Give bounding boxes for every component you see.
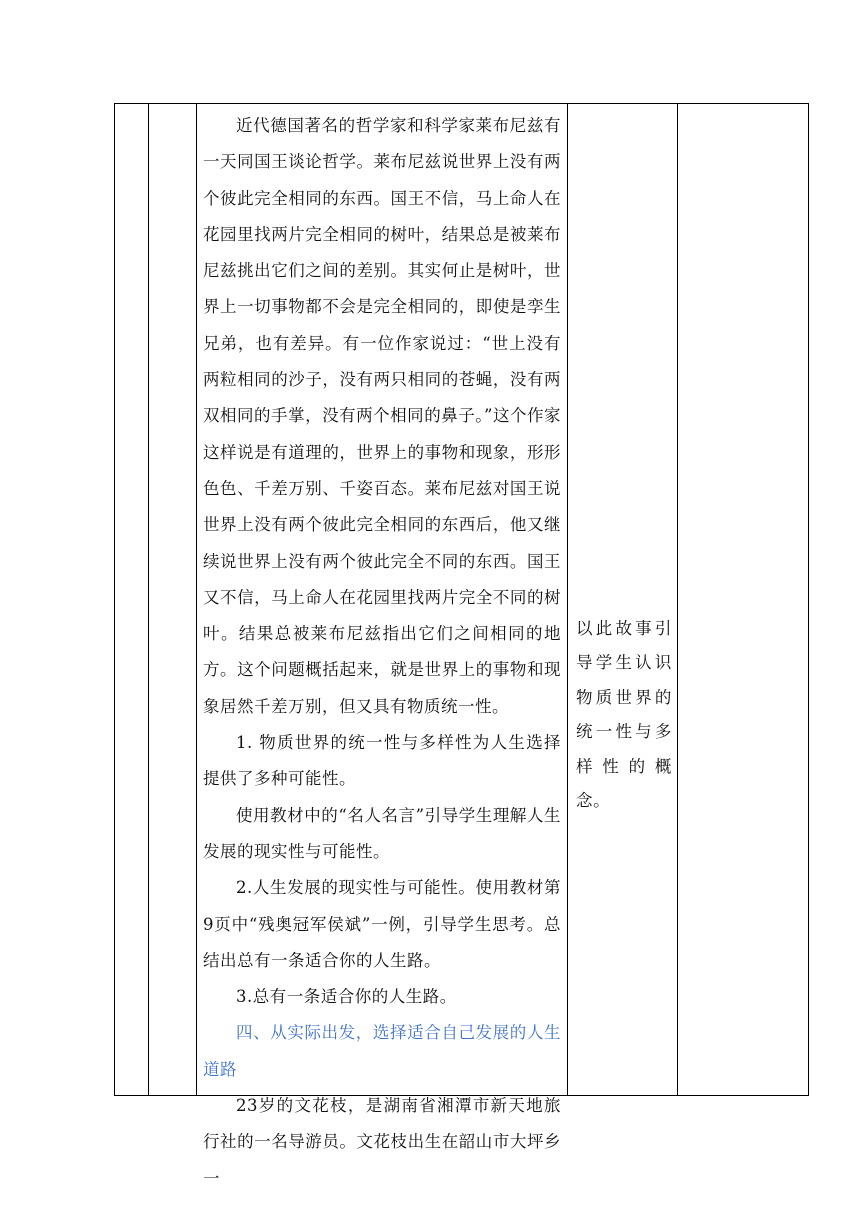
- teaching-content-cell: [197, 104, 567, 1188]
- story-paragraph: 近代德国著名的哲学家和科学家莱布尼兹有一天同国王谈论哲学。莱布尼兹说世界上没有两个彼此完全相同的东西。国王不信，马上命人在花园里找两片完全相同的树叶，结果总是被莱布尼兹挑出它们之间的差别。其实何止是树叶，世界上一切事物都不会是完全相同的，即使是孪生兄弟，也有差异。有一位作家说过：“世上没有两粒相同的沙子，没有两只相同的苍蝇，没有两双相同的手掌，没有两个相同的鼻子。”这个作家这样说是有道理的，世界上的事物和现象，形形色色、千差万别、千姿百态。莱布尼兹对国王说世界上没有两个彼此完全相同的东西后，他又继续说世界上没有两个彼此完全不同的东西。国王又不信，马上命人在花园里找两片完全不同的树叶。结果总被莱布尼兹指出它们之间相同的地方。这个问题概括起来，就是世界上的事物和现象居然千差万别，但又具有物质统一性。: [203, 116, 561, 716]
- column-divider: [677, 104, 678, 1095]
- content-paragraph: 使用教材中的“名人名言”引导学生理解人生发展的现实性与可能性。: [203, 805, 561, 861]
- lesson-table: [114, 103, 809, 1188]
- content-point-3: 3.总有一条适合你的人生路。: [236, 987, 457, 1007]
- section-heading: 四、从实际出发，选择适合自己发展的人生道路: [203, 1023, 561, 1079]
- design-intent-cell: [568, 104, 677, 1095]
- column-divider: [148, 104, 149, 1095]
- content-point-1: 1. 物质世界的统一性与多样性为人生选择提供了多种可能性。: [203, 733, 561, 789]
- case-paragraph: 23岁的文花枝，是湖南省湘潭市新天地旅行社的一名导游员。文花枝出生在韶山市大坪乡一: [203, 1096, 561, 1188]
- content-point-2: 2.人生发展的现实性与可能性。使用教材第9页中“残奥冠军侯斌”一例，引导学生思考。总结出总有一条适合你的人生路。: [203, 878, 561, 970]
- design-intent-text: 以此故事引导学生认识物质世界的统一性与多样性的概念。: [576, 619, 672, 811]
